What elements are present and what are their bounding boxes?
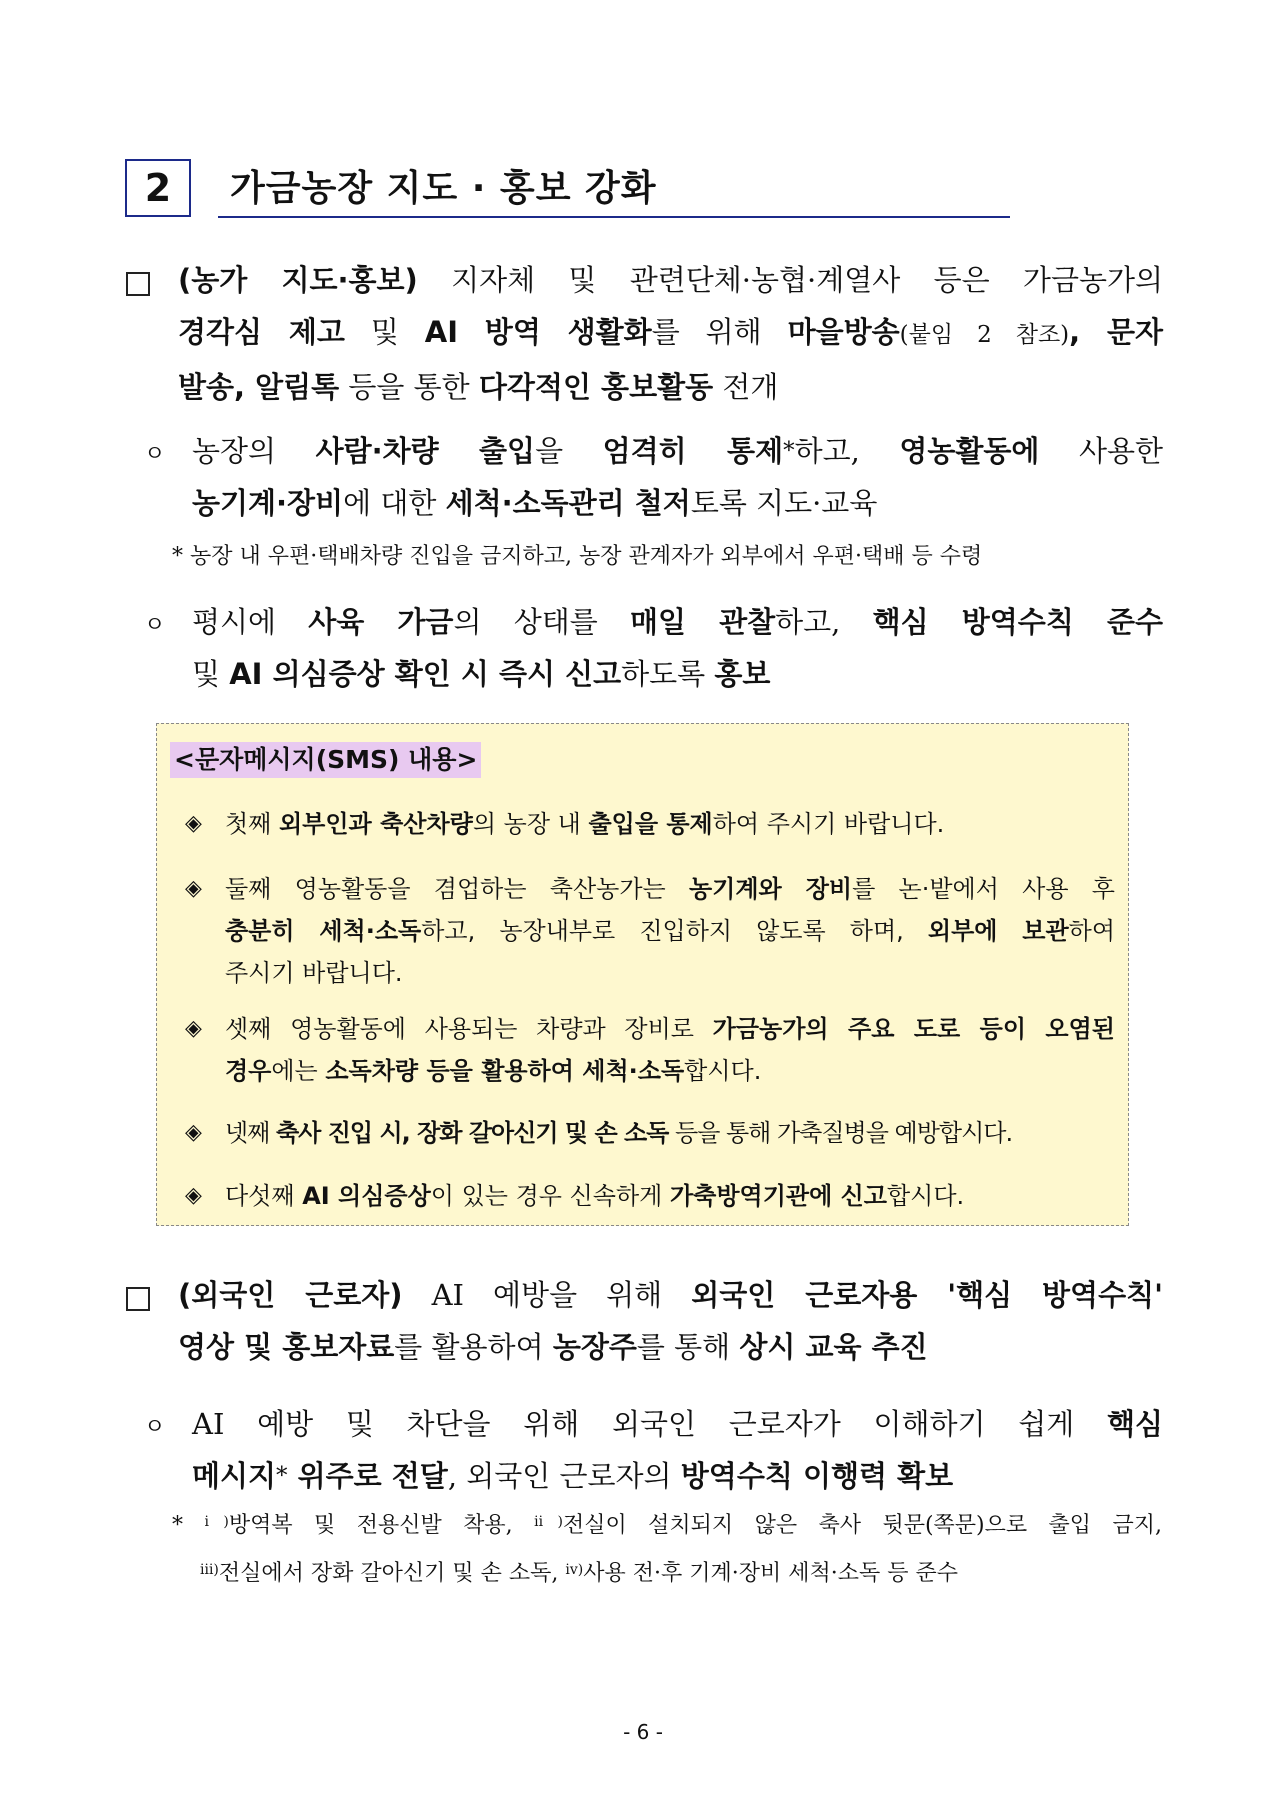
paragraph-foreign-workers: (외국인 근로자) AI 예방을 위해 외국인 근로자용 '핵심 방역수칙' 영상 및 홍보자료를 활용하여 농장주를 통해 상시 교육 추진 [178, 1278, 1163, 1364]
diamond-bullet-icon: ◈ [185, 811, 202, 836]
paragraph-daily-observation: 평시에 사육 가금의 상태를 매일 관찰하고, 핵심 방역수칙 준수 및 AI 의심증상 확인 시 즉시 신고하도록 홍보 [192, 605, 1163, 691]
section-title: 가금농장 지도 · 홍보 강화 [230, 168, 657, 209]
diamond-bullet-icon: ◈ [185, 1183, 202, 1208]
footnote-mail-delivery: * 농장 내 우편·택배차량 진입을 금지하고, 농장 관계자가 외부에서 우편·택배 등 수령 [172, 544, 983, 569]
paragraph-entry-control: 농장의 사람·차량 출입을 엄격히 통제*하고, 영농활동에 사용한 농기계·장비에 대한 세척·소독관리 철저토록 지도·교육 [192, 434, 1163, 520]
bullet-marker: ㅇ [144, 442, 166, 467]
paragraph-farm-guidance: (농가 지도·홍보) 지자체 및 관련단체·농협·계열사 등은 가금농가의 경각심 제고 및 AI 방역 생활화를 위해 마을방송(붙임 2 참조), 문자 발송, 알림톡 등을 통한 다각적인 홍보활동 전개 [178, 263, 1164, 404]
footnote-rules-line2: $^{ⅲ)}$전실에서 장화 갈아신기 및 손 소독, $^{ⅳ)}$사용 전·후 기계·장비 세척·소독 등 준수 [200, 1561, 958, 1586]
footnote-rules-line1: * $^{ⅰ)}$방역복 및 전용신발 착용, $^{ⅱ)}$전실이 설치되지 않은 축사 뒷문(쪽문)으로 출입 금지, [172, 1513, 1162, 1538]
sms-item: ◈ 셋째 영농활동에 사용되는 차량과 장비로 가금농가의 주요 도로 등이 오염된 경우에는 소독차량 등을 활용하여 세척·소독합시다. [185, 1008, 1115, 1092]
sms-item: ◈ 넷째 축사 진입 시, 장화 갈아신기 및 손 소독 등을 통해 가축질병을 예방합시다. [185, 1112, 1115, 1154]
section-underline [218, 216, 1010, 218]
sms-box-title: <문자메시지(SMS) 내용> [170, 742, 481, 778]
paragraph-key-message: AI 예방 및 차단을 위해 외국인 근로자가 이해하기 쉽게 핵심 메시지* 위주로 전달, 외국인 근로자의 방역수칙 이행력 확보 [192, 1407, 1163, 1493]
bullet-marker: ㅇ [144, 613, 166, 638]
diamond-bullet-icon: ◈ [185, 1016, 202, 1041]
checkbox-square-icon [126, 1287, 150, 1311]
section-number: 2 [125, 159, 191, 217]
bullet-marker: ㅇ [144, 1415, 166, 1440]
page-number: - 6 - [623, 1720, 663, 1744]
sms-item: ◈ 다섯째 AI 의심증상이 있는 경우 신속하게 가축방역기관에 신고합시다. [185, 1175, 1115, 1217]
sms-item: ◈ 둘째 영농활동을 겸업하는 축산농가는 농기계와 장비를 논·밭에서 사용 후 충분히 세척·소독하고, 농장내부로 진입하지 않도록 하며, 외부에 보관하여 주시기 바랍니다. [185, 868, 1115, 994]
sms-item: ◈ 첫째 외부인과 축산차량의 농장 내 출입을 통제하여 주시기 바랍니다. [185, 803, 1115, 845]
diamond-bullet-icon: ◈ [185, 876, 202, 901]
checkbox-square-icon [126, 272, 150, 296]
diamond-bullet-icon: ◈ [185, 1120, 202, 1145]
